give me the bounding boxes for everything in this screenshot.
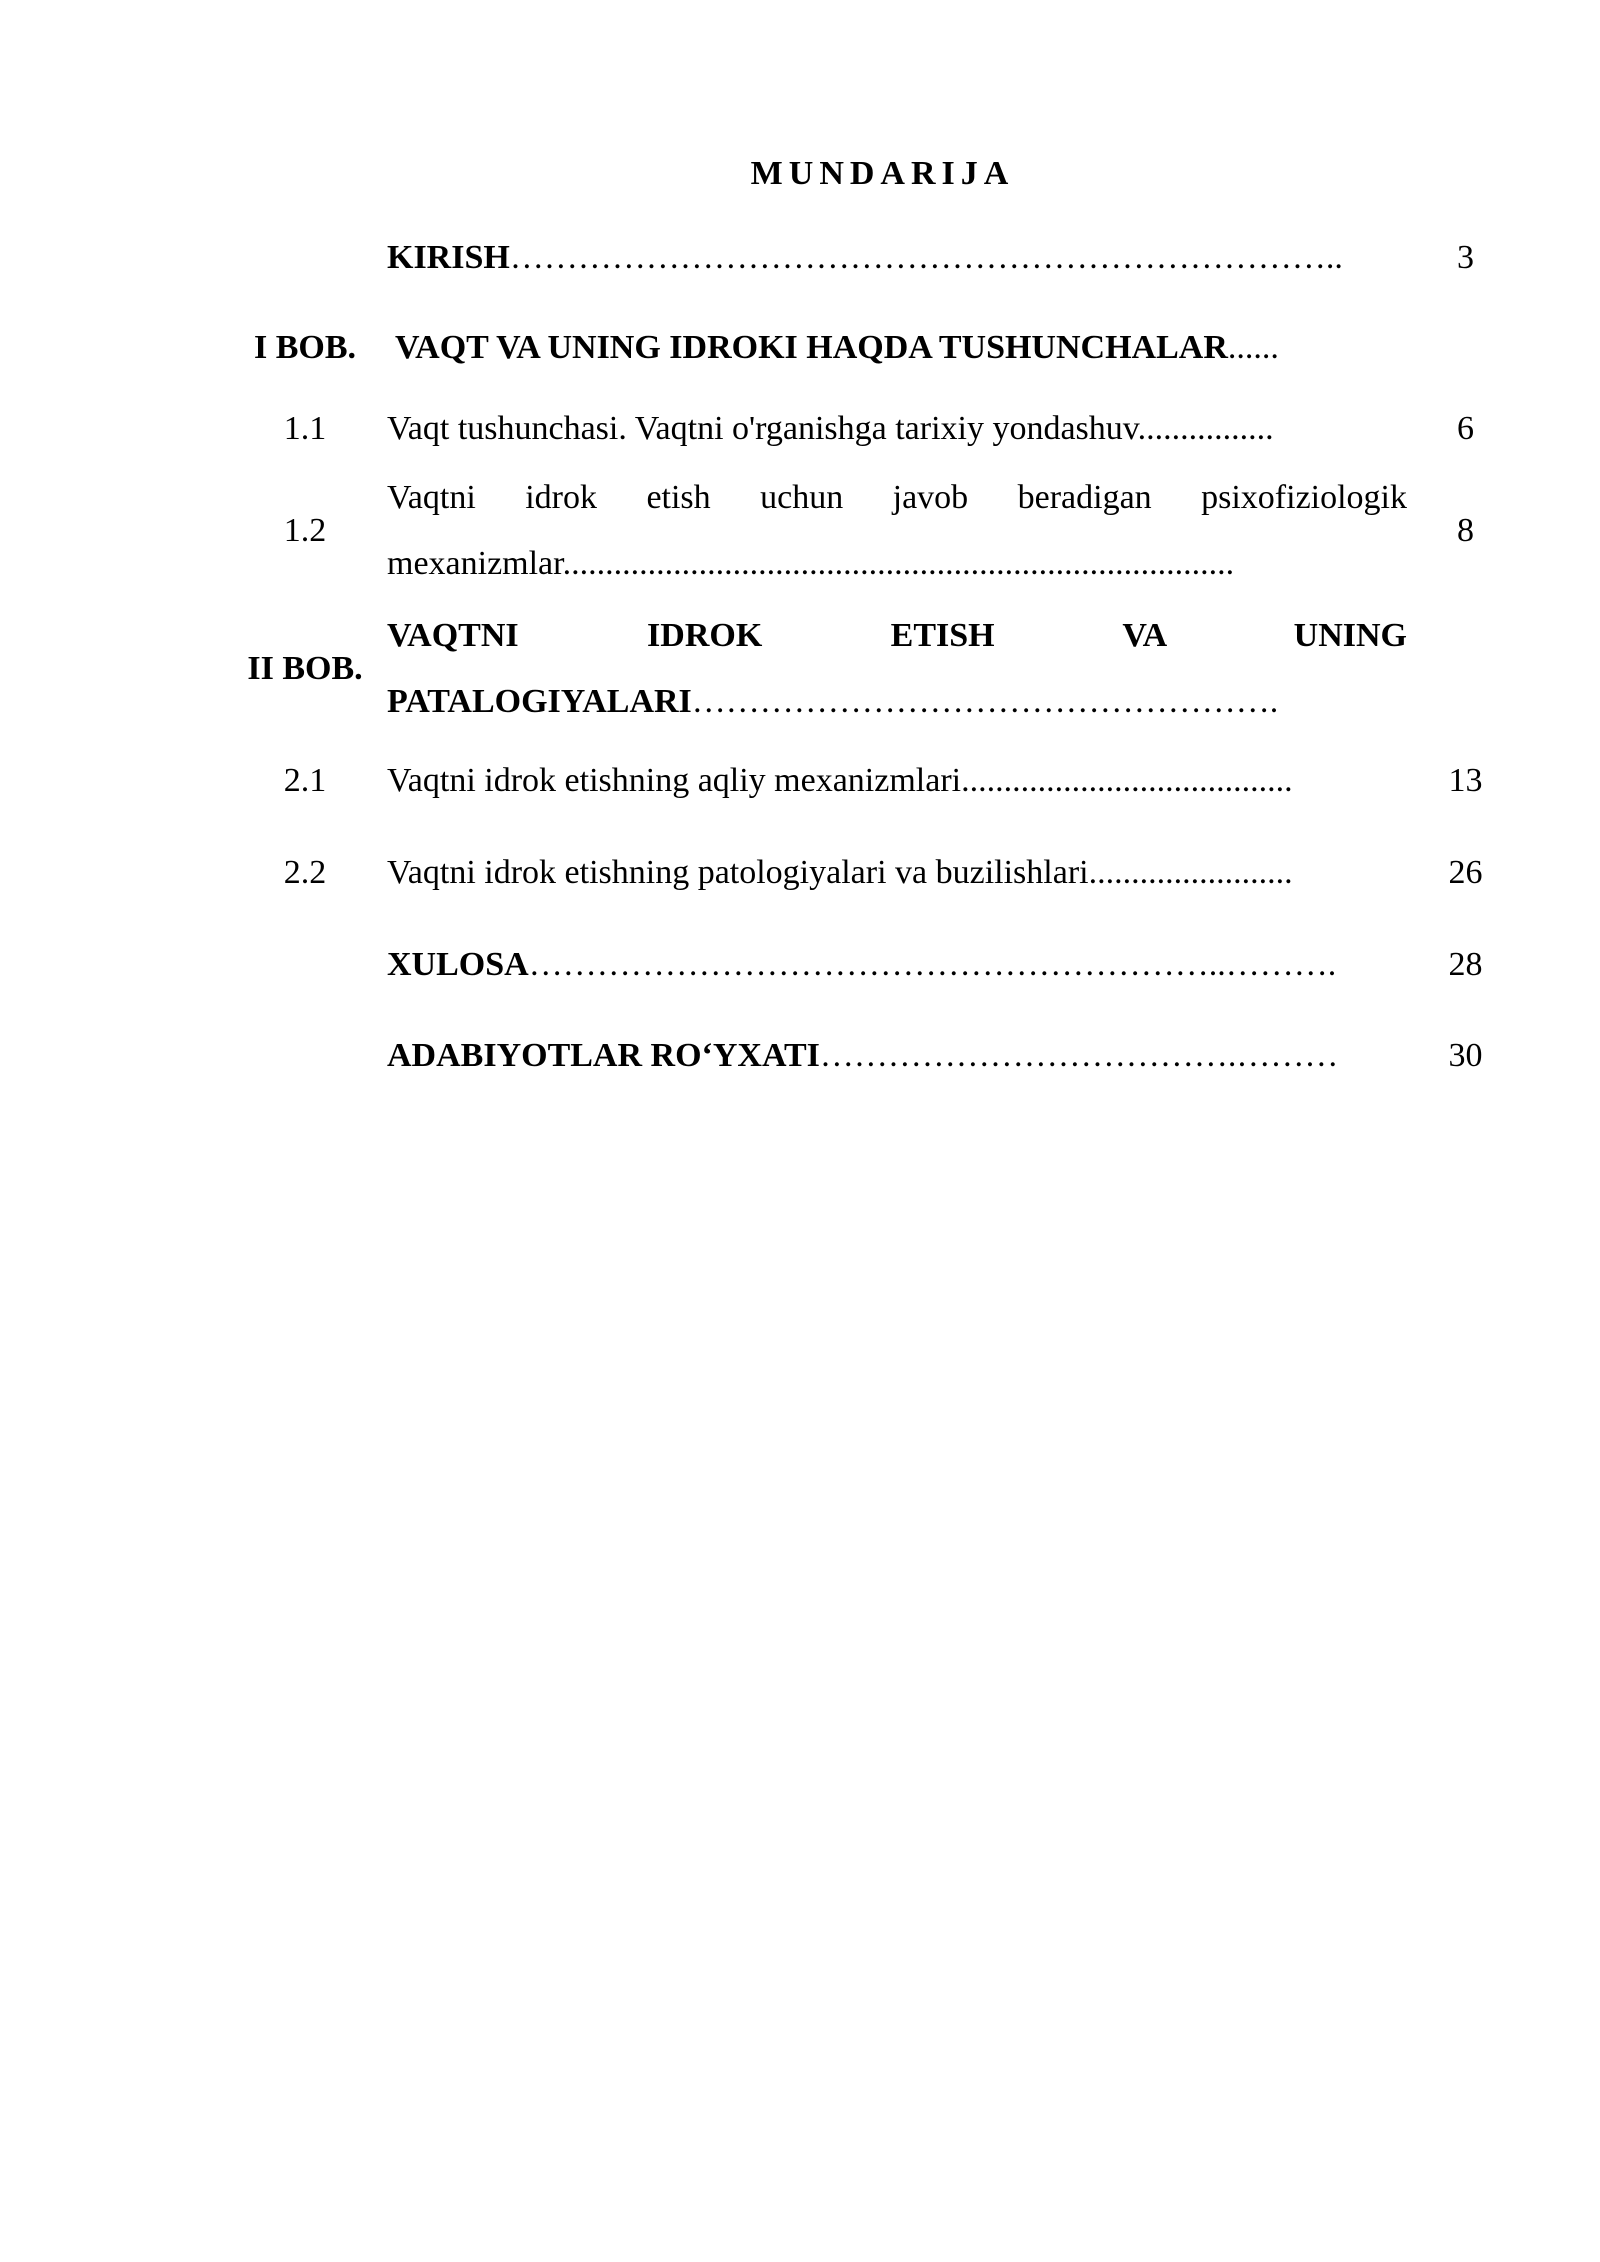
entry-title	[387, 396, 1407, 462]
entry-title-text: Vaqtni idrok etishning aqliy mexanizmlari	[387, 762, 962, 799]
entry-leader: …………………………………………….	[691, 683, 1279, 720]
entry-title-text: ADABIYOTLAR RO‘YXATI	[387, 1037, 820, 1074]
entry-leader: ................	[1137, 410, 1274, 447]
page-title: MUNDARIJA	[750, 155, 1015, 192]
entry-number: 2.1	[283, 762, 327, 799]
entry-number: 1.2	[283, 512, 327, 549]
entry-page: 13	[1448, 762, 1483, 799]
entry-title	[387, 748, 1407, 814]
toc-entry-1-2[interactable]	[230, 465, 1530, 597]
toc-entry-chapter-2[interactable]	[230, 603, 1530, 735]
entry-page: 26	[1448, 854, 1483, 891]
entry-leader: ...............................................................................	[562, 545, 1235, 582]
entry-number: I BOB.	[253, 329, 357, 366]
entry-title	[387, 465, 1407, 597]
entry-title-text: Vaqtni idrok etish uchun javob beradigan psixofiziologik mexanizmlar	[387, 479, 1407, 582]
entry-page: 28	[1448, 946, 1483, 983]
entry-title	[387, 603, 1407, 735]
entry-number: II BOB.	[247, 650, 363, 687]
entry-title-text: XULOSA	[387, 946, 529, 983]
entry-title	[395, 315, 1495, 381]
entry-number: 2.2	[283, 854, 327, 891]
entry-number: 1.1	[283, 410, 327, 447]
entry-title	[387, 932, 1407, 998]
entry-title-text: Vaqt tushunchasi. Vaqtni o'rganishga tarixiy yondashuv	[387, 410, 1138, 447]
entry-page: 8	[1457, 512, 1474, 549]
entry-title	[387, 225, 1407, 291]
entry-title-text: VAQT VA UNING IDROKI HAQDA TUSHUNCHALAR	[395, 329, 1228, 366]
entry-page: 30	[1448, 1037, 1483, 1074]
entry-title-text: KIRISH	[387, 239, 510, 276]
entry-leader: ......	[1227, 329, 1279, 366]
entry-title	[387, 1023, 1407, 1089]
entry-leader: ……………………………….………	[819, 1037, 1339, 1074]
entry-page: 3	[1457, 239, 1474, 276]
entry-title	[387, 840, 1407, 906]
entry-leader: ........................	[1088, 854, 1293, 891]
entry-leader: ……………………………………………………..……….	[528, 946, 1337, 983]
entry-title-text: Vaqtni idrok etishning patologiyalari va buzilishlari	[387, 854, 1089, 891]
entry-leader: ………………………………………………………………..	[509, 239, 1343, 276]
entry-page: 6	[1457, 410, 1474, 447]
entry-leader: .......................................	[961, 762, 1293, 799]
entry-title-text: VAQTNI IDROK ETISH VA UNING PATALOGIYALARI	[387, 617, 1407, 720]
